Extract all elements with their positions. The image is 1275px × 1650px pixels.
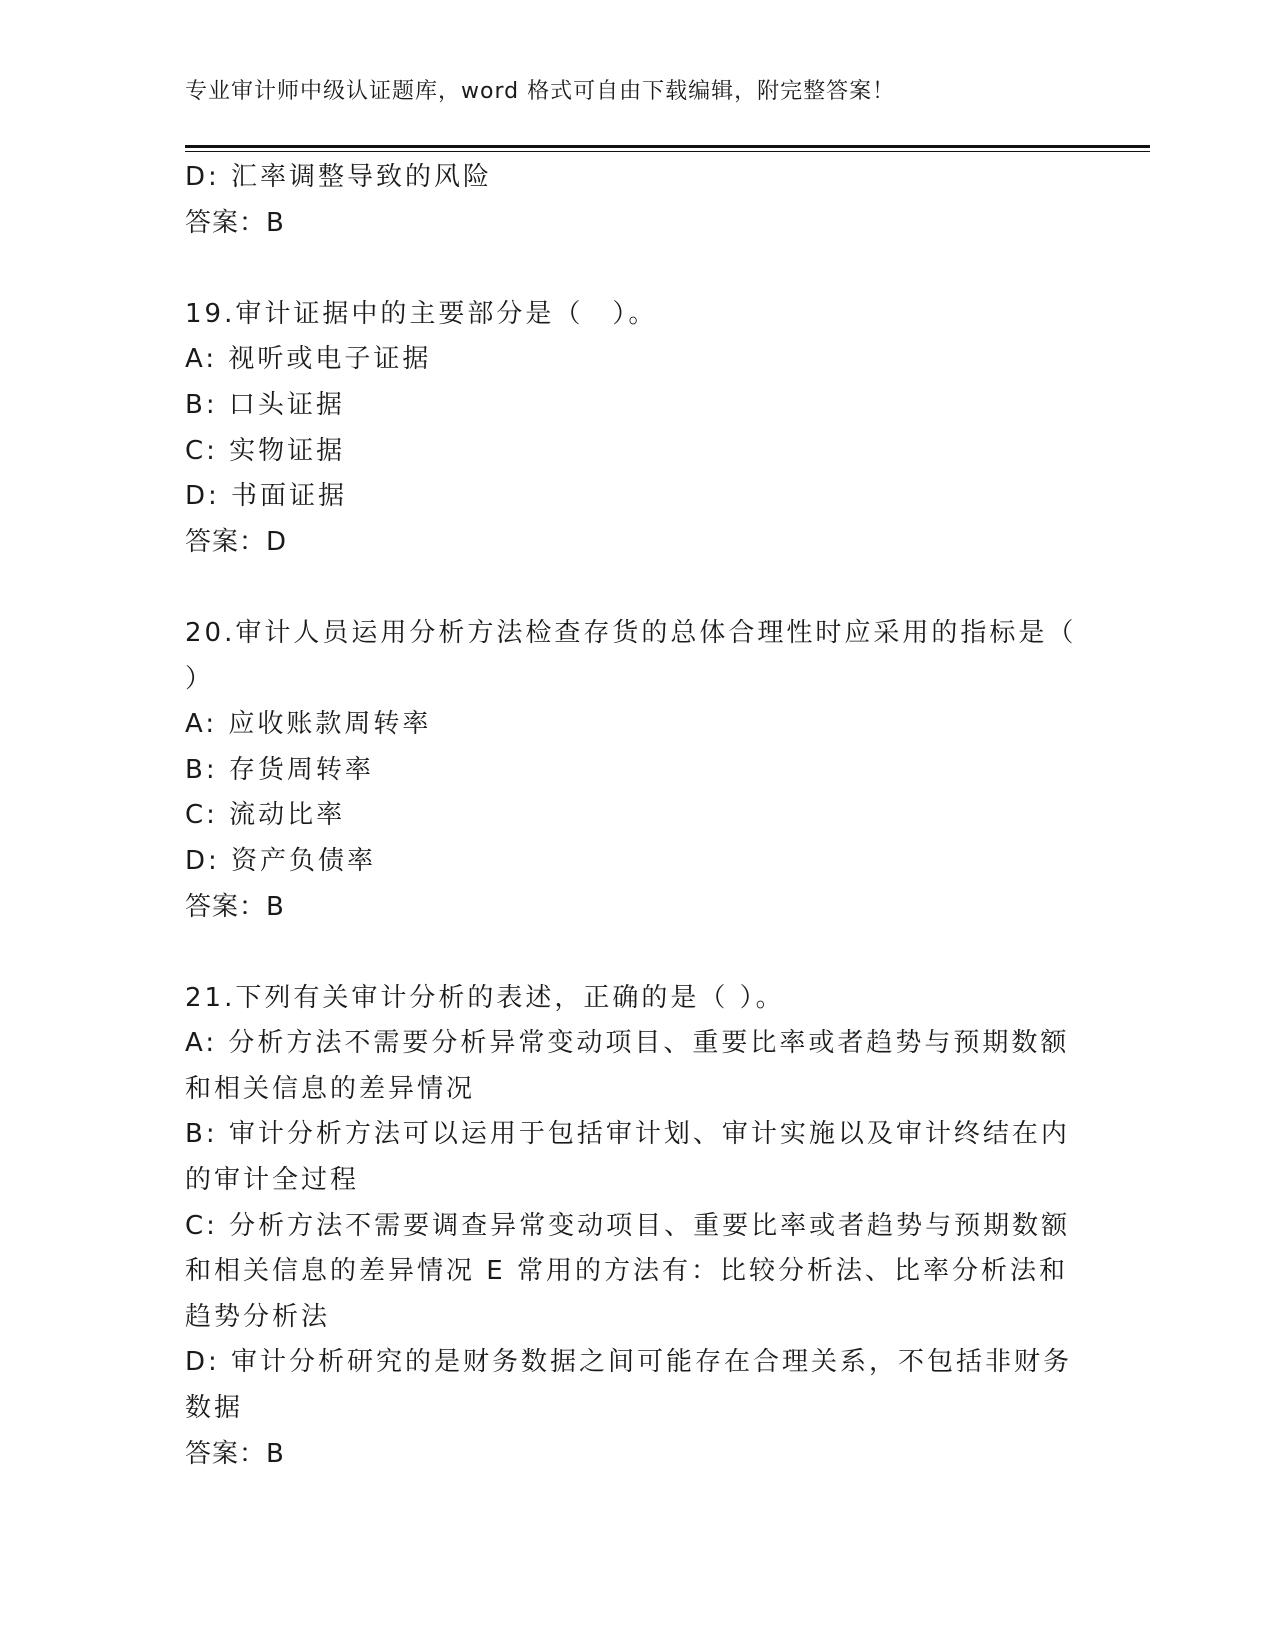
question-content (185, 155, 1077, 1477)
q21-option-d-line1: D: 审计分析研究的是财务数据之间可能存在合理关系，不包括非财务 (185, 1347, 1073, 1378)
q21-answer: 答案：B (185, 1438, 285, 1469)
page-header: 专业审计师中级认证题库，word 格式可自由下载编辑，附完整答案！ (185, 79, 896, 104)
q20-answer: 答案：B (185, 891, 285, 922)
q21-option-a-line1: A: 分析方法不需要分析异常变动项目、重要比率或者趋势与预期数额 (185, 1028, 1070, 1059)
q20-option-a: A: 应收账款周转率 (185, 709, 432, 740)
q21-option-b-line1: B: 审计分析方法可以运用于包括审计划、审计实施以及审计终结在内 (185, 1119, 1070, 1150)
q20-option-c: C: 流动比率 (185, 800, 346, 831)
q21-option-a-line2: 和相关信息的差异情况 (185, 1073, 476, 1104)
q20-option-d: D: 资产负债率 (185, 845, 377, 876)
q21-stem: 21.下列有关审计分析的表述，正确的是（ ）。 (185, 982, 785, 1013)
header-rule-thick (185, 145, 1150, 148)
q19-option-b: B: 口头证据 (185, 389, 345, 420)
q21-option-c-line3: 趋势分析法 (185, 1301, 331, 1332)
spacer (185, 565, 1065, 611)
q20-option-b: B: 存货周转率 (185, 754, 374, 785)
q19-stem: 19.审计证据中的主要部分是（ ）。 (185, 298, 658, 329)
q21-option-b-line2: 的审计全过程 (185, 1165, 360, 1196)
spacer (185, 246, 1065, 292)
q20-stem-line2: ） (185, 663, 215, 694)
q20-stem-line1: 20.审计人员运用分析方法检查存货的总体合理性时应采用的指标是（ (185, 617, 1077, 648)
spacer (185, 930, 1065, 976)
q21-option-c-line2: 和相关信息的差异情况 E 常用的方法有：比较分析法、比率分析法和 (185, 1256, 1068, 1287)
prev-option-d: D: 汇率调整导致的风险 (185, 162, 493, 192)
q19-option-c: C: 实物证据 (185, 435, 346, 466)
q21-option-d-line2: 数据 (185, 1393, 244, 1424)
q19-option-d: D: 书面证据 (185, 481, 348, 512)
q21-option-c-line1: C: 分析方法不需要调查异常变动项目、重要比率或者趋势与预期数额 (185, 1210, 1071, 1241)
prev-answer: 答案：B (185, 207, 285, 238)
q19-option-a: A: 视听或电子证据 (185, 344, 432, 375)
header-rule-thin (185, 151, 1150, 152)
q19-answer: 答案：D (185, 526, 288, 557)
